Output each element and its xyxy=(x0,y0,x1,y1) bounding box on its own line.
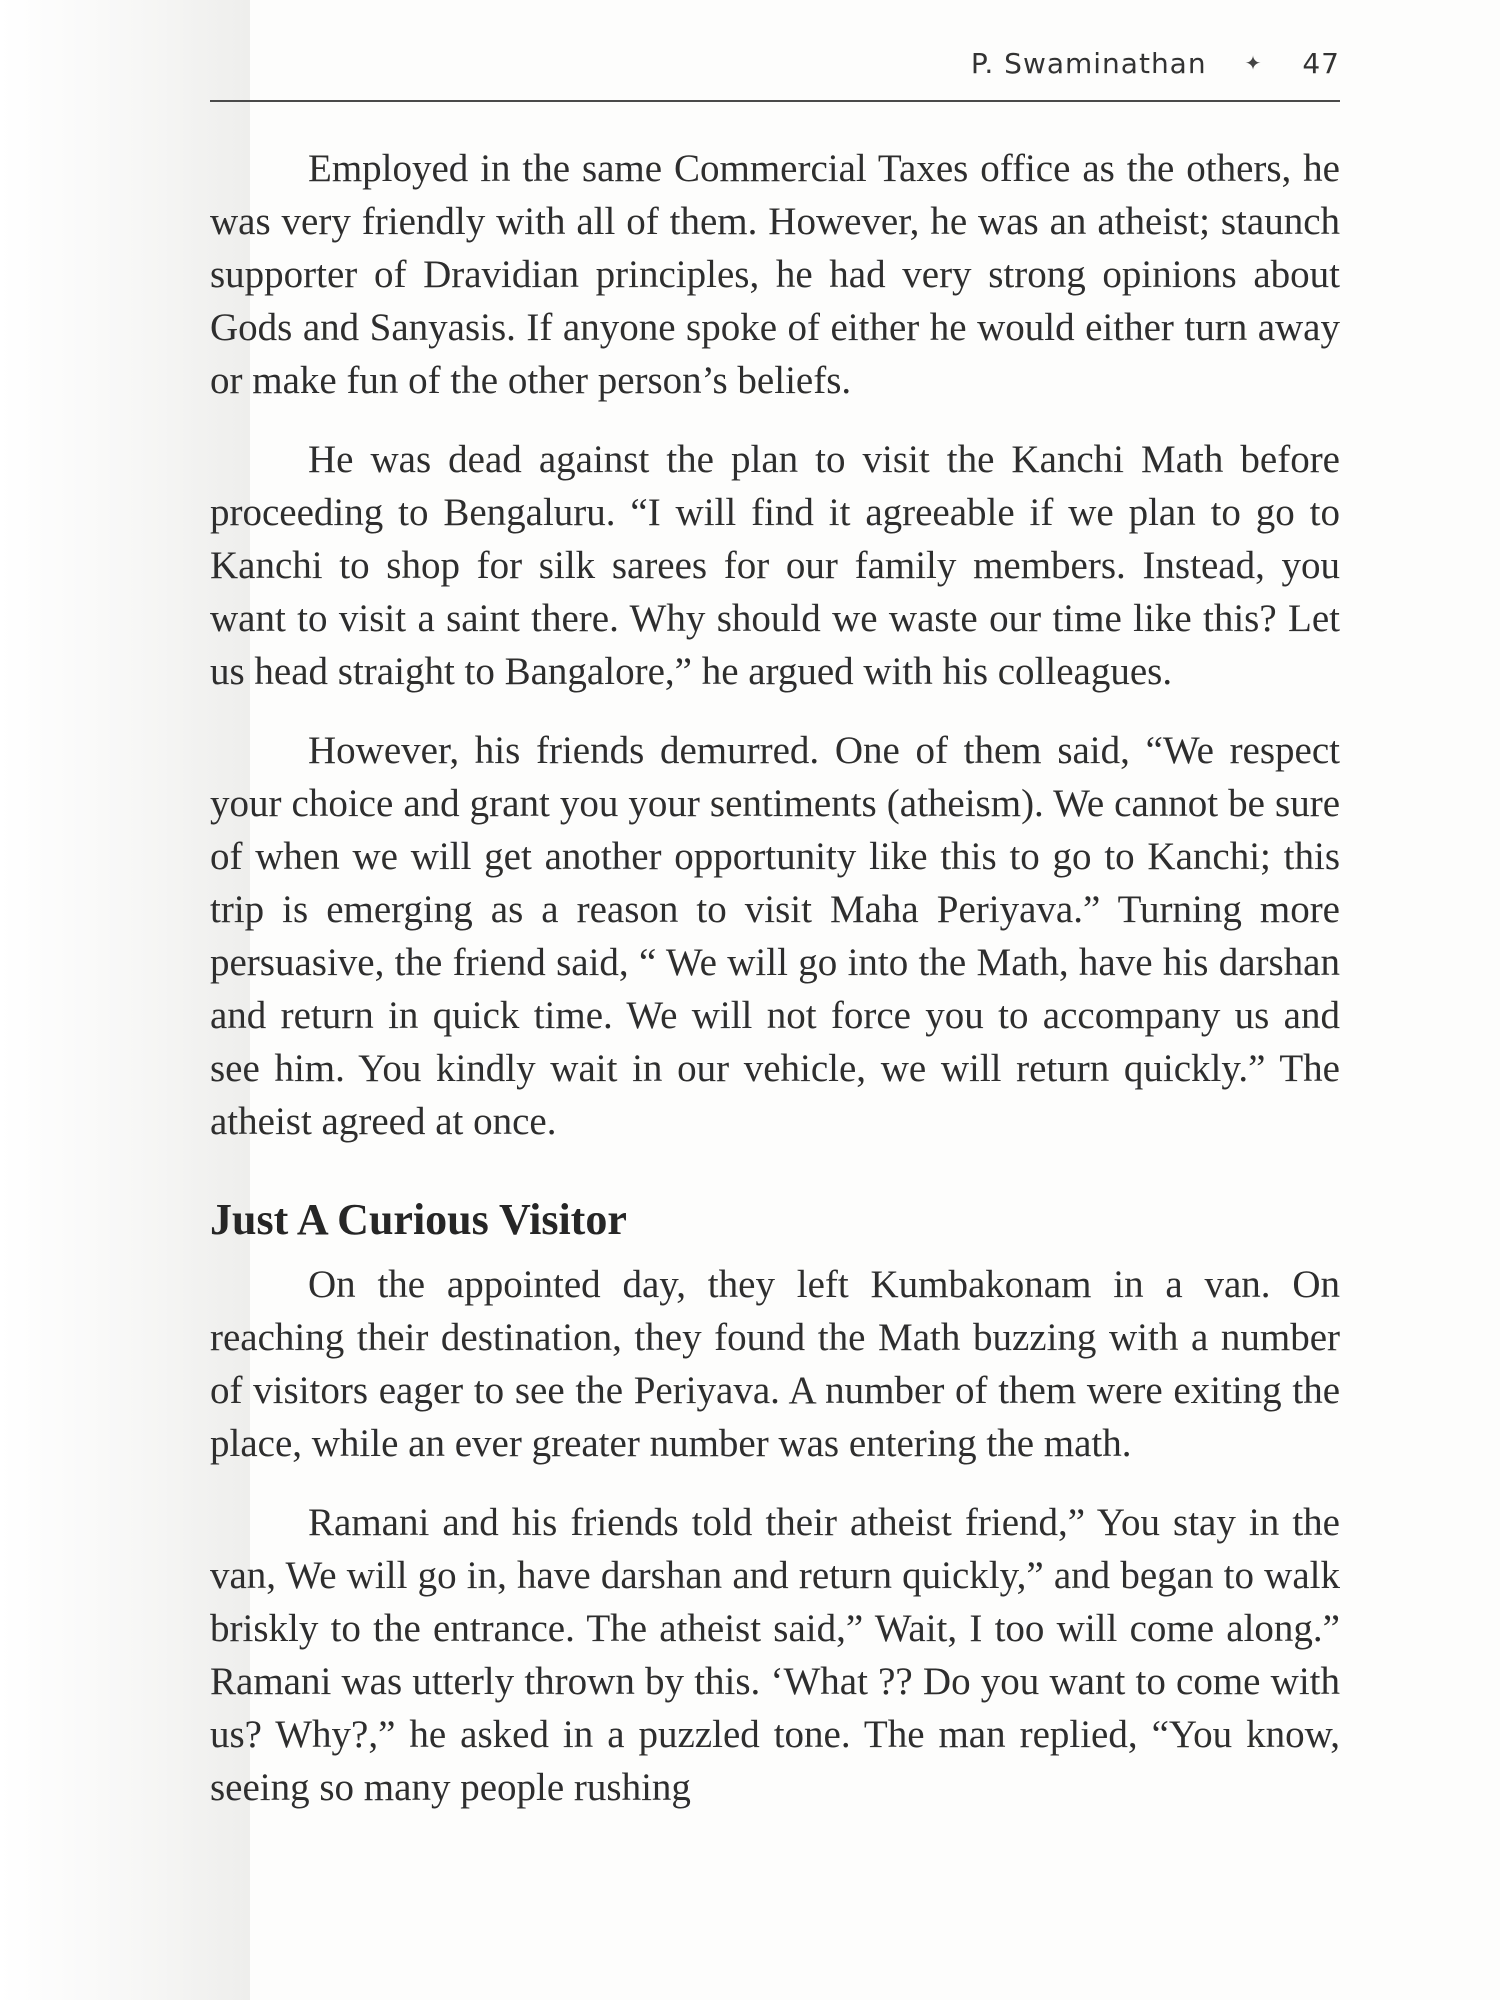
section-heading: Just A Curious Visitor xyxy=(210,1195,627,1244)
header-rule xyxy=(210,100,1340,102)
paragraph-1: Employed in the same Commercial Taxes office as the others, he was very friendly with all of them. However, he was an atheist; staunch supporter of Dravidian principles, he had very strong opinions about Gods and Sanyasis. If anyone spoke of either he would either turn away or make fun of the other person’s beliefs. xyxy=(210,147,1340,402)
paragraph-2: He was dead against the plan to visit the Kanchi Math before proceeding to Bengaluru. “I will find it agreeable if we plan to go to Kanchi to shop for silk sarees for our family members. Instead, you want to visit a saint there. Why should we waste our time like this? Let us head straight to Bangalore,” he argued with his colleagues. xyxy=(210,438,1340,693)
body-text xyxy=(210,142,1340,1814)
paragraph-4: On the appointed day, they left Kumbakonam in a van. On reaching their destination, they found the Math buzzing with a number of visitors eager to see the Periyava. A number of them were exiting the place, while an ever greater number was entering the math. xyxy=(210,1263,1340,1465)
header-separator-icon: ✦ xyxy=(1244,51,1263,75)
page-number: 47 xyxy=(1302,46,1340,80)
header-author: P. Swaminathan xyxy=(970,46,1207,80)
paragraph-3: However, his friends demurred. One of them said, “We respect your choice and grant you your sentiments (atheism). We cannot be sure of when we will get another opportunity like this to go to Kanchi; this trip is emerging as a reason to visit Maha Periyava.” Turning more persuasive, the friend said, “ We will go into the Math, have his darshan and return in quick time. We will not force you to accompany us and see him. You kindly wait in our vehicle, we will return quickly.” The atheist agreed at once. xyxy=(210,729,1340,1143)
paragraph-5: Ramani and his friends told their atheist friend,” You stay in the van, We will go in, have darshan and return quickly,” and began to walk briskly to the entrance. The atheist said,” Wait, I too will come along.” Ramani was utterly thrown by this. ‘What ?? Do you want to come with us? Why?,” he asked in a puzzled tone. The man replied, “You know, seeing so many people rushing xyxy=(210,1501,1340,1809)
running-header xyxy=(210,40,1340,86)
